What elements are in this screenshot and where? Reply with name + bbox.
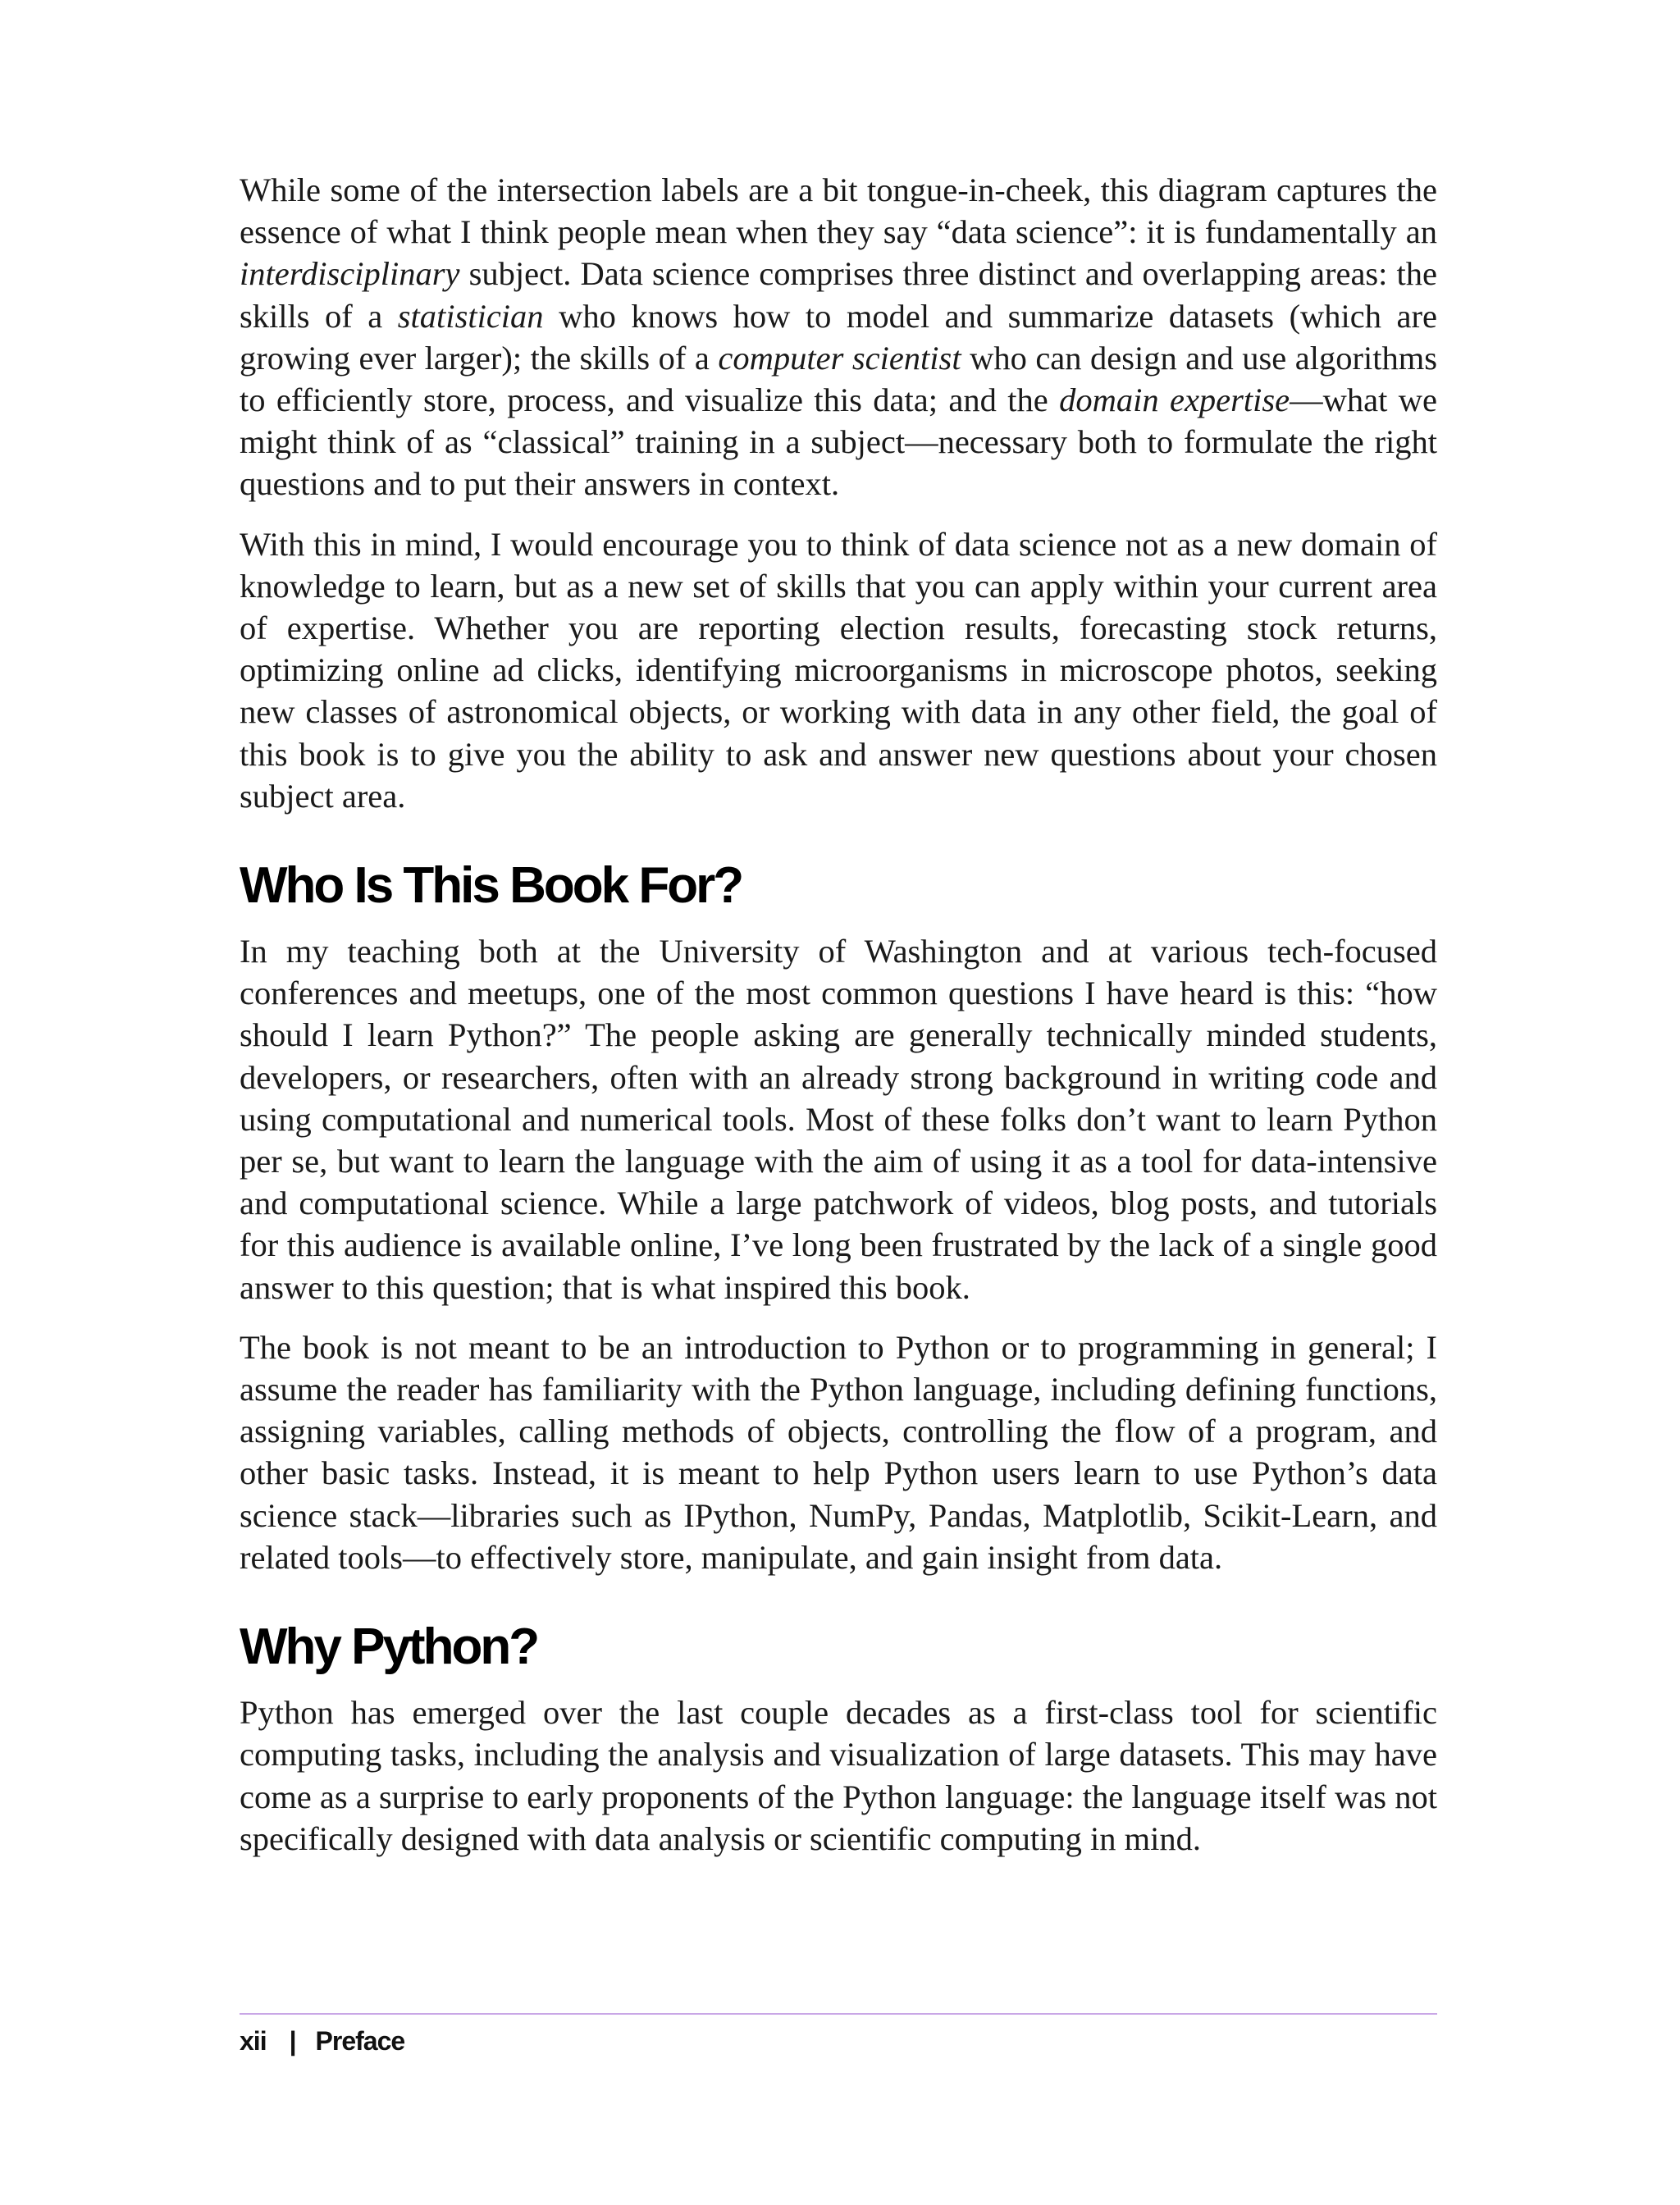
heading-why-python: Why Python? [240, 1618, 538, 1676]
paragraph-intro [240, 169, 1437, 505]
emphasis-statistician: statistician [397, 297, 544, 335]
text-run: While some of the intersection labels are a bit tongue-in-cheek, this diagram captures the essence of what I think people mean when they say “data science”: it is fundamentally an [240, 171, 1437, 251]
text-run: who knows how to model and summarize datasets (which are growing ever larger); the skills of a [240, 297, 1437, 377]
footer-separator: | [289, 2026, 296, 2056]
heading-who-is-this-book-for: Who Is This Book For? [240, 857, 742, 915]
text-run: —what we might think of as “classical” training in a subject—necessary both to formulate the right questions and to put their answers in context. [240, 381, 1438, 503]
page-footer [240, 2013, 1437, 2057]
emphasis-domain-expertise: domain expertise [1059, 381, 1290, 419]
emphasis-computer-scientist: computer scientist [718, 339, 961, 377]
paragraph-teaching: In my teaching both at the University of Washington and at various tech-focused conferences and meetups, one of the most common questions I have heard is this: “how should I learn Python?” The people asking are generally technically minded students, developers, or researchers, often with an already strong background in writing code and using computational and numerical tools. Most of these folks don’t want to learn Python per se, but want to learn the language with the aim of using it as a tool for data-intensive and computational science. While a large patchwork of videos, blog posts, and tutorials for this audience is available online, I’ve long been frustrated by the lack of a single good answer to this question; that is what inspired this book. [240, 933, 1437, 1306]
emphasis-interdisciplinary: interdisciplinary [240, 255, 460, 293]
paragraph-book-scope: The book is not meant to be an introduction to Python or to programming in general; I assume the reader has familiarity with the Python language, including defining functions, assigning variables, calling methods of objects, controlling the flow of a program, and other basic tasks. Instead, it is meant to help Python users learn to use Python’s data science stack—libraries such as IPython, NumPy, Pandas, Matplotlib, Scikit-Learn, and related tools—to effectively store, manipulate, and gain insight from data. [240, 1328, 1437, 1576]
page-body [240, 169, 1437, 1878]
paragraph-skills: With this in mind, I would encourage you to think of data science not as a new domain of knowledge to learn, but as a new set of skills that you can apply within your current area of expertise. Whether you are reporting election results, forecasting stock returns, optimizing online ad clicks, identifying microorganisms in microscope photos, seeking new classes of astronomical objects, or working with data in any other field, the goal of this book is to give you the ability to ask and answer new questions about your chosen subject area. [240, 525, 1437, 815]
paragraph-python-emerged: Python has emerged over the last couple decades as a first-class tool for scientific computing tasks, including the analysis and visualization of large datasets. This may have come as a surprise to early proponents of the Python language: the language itself was not specifically designed with data analysis or scientific computing in mind. [240, 1694, 1437, 1857]
section-name: Preface [315, 2026, 405, 2056]
page-number: xii [240, 2026, 267, 2056]
text-run: subject. Data science comprises three distinct and overlapping areas: the skills of a [240, 255, 1437, 335]
text-run: who can design and use algorithms to efficiently store, process, and visualize this data; and the [240, 339, 1437, 419]
